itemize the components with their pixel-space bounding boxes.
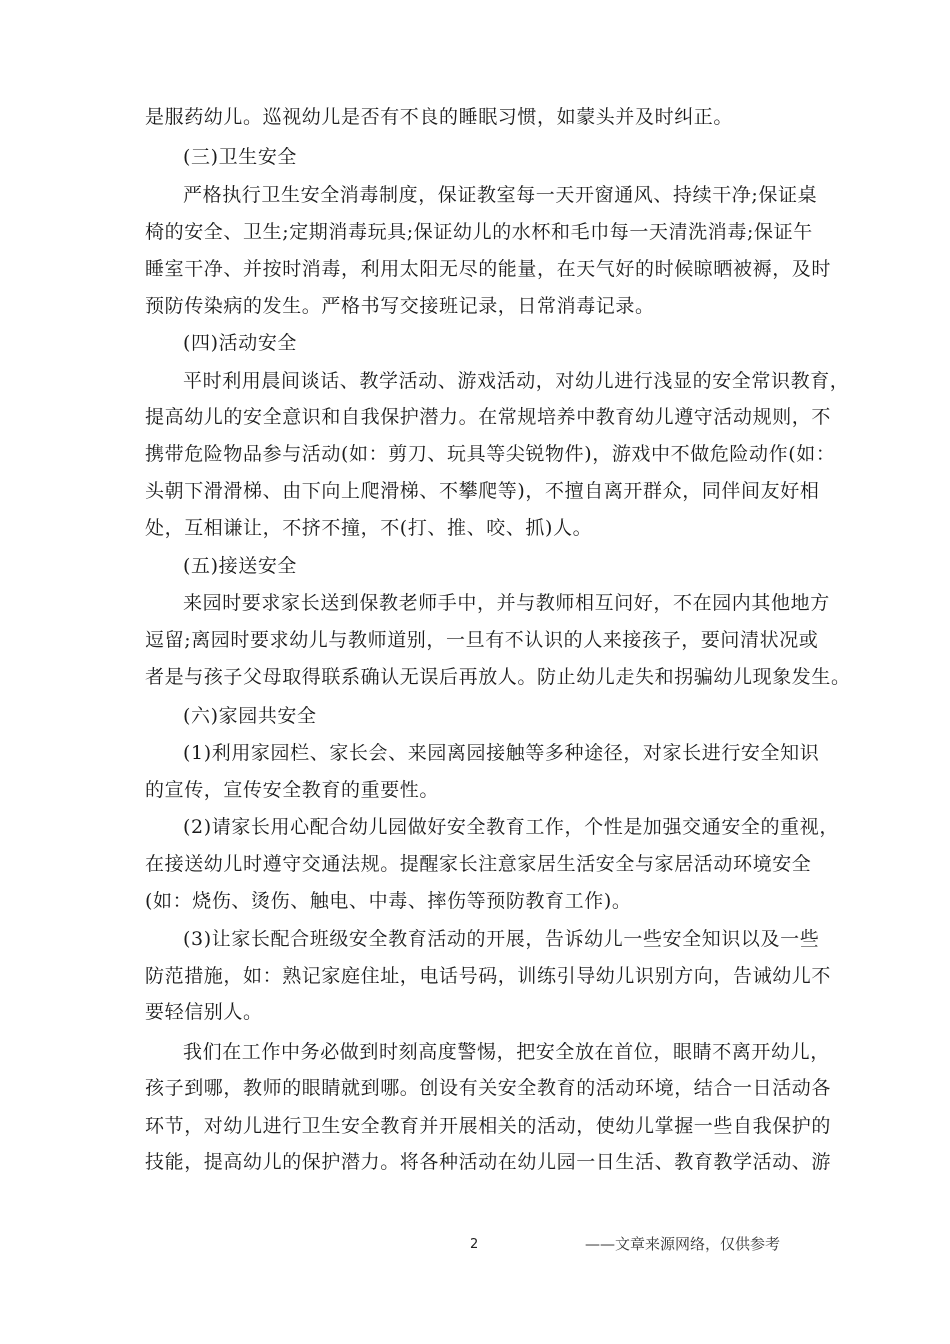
- text-line-16: 者是与孩子父母取得联系确认无误后再放人。防止幼儿走失和拐骗幼儿现象发生。: [145, 666, 851, 688]
- text-line-14: 来园时要求家长送到保教老师手中，并与教师相互问好，不在园内其他地方: [183, 592, 830, 614]
- text-line-23: (3)让家长配合班级安全教育活动的开展，告诉幼儿一些安全知识以及一些: [183, 928, 820, 950]
- page-number: 2: [470, 1237, 479, 1252]
- text-line-9: 提高幼儿的安全意识和自我保护潜力。在常规培养中教育幼儿遵守活动规则，不: [145, 406, 832, 428]
- text-line-12: 处，互相谦让，不挤不撞，不(打、推、咬、抓)人。: [145, 517, 593, 539]
- text-line-3: 严格执行卫生安全消毒制度，保证教室每一天开窗通风、持续干净;保证桌: [183, 184, 818, 206]
- text-line-20: (2)请家长用心配合幼儿园做好安全教育工作，个性是加强交通安全的重视，: [183, 816, 839, 838]
- text-line-10: 携带危险物品参与活动(如：剪刀、玩具等尖锐物件)，游戏中不做危险动作(如：: [145, 443, 836, 465]
- text-line-8: 平时利用晨间谈话、教学活动、游戏活动，对幼儿进行浅显的安全常识教育，: [183, 370, 850, 392]
- text-line-29: 技能，提高幼儿的保护潜力。将各种活动在幼儿园一日生活、教育教学活动、游: [145, 1151, 832, 1173]
- text-line-22: (如：烧伤、烫伤、触电、中毒、摔伤等预防教育工作)。: [145, 890, 632, 912]
- section-heading-4: (四)活动安全: [183, 332, 298, 354]
- text-line-11: 头朝下滑滑梯、由下向上爬滑梯、不攀爬等)，不擅自离开群众，同伴间友好相: [145, 480, 820, 502]
- text-line-21: 在接送幼儿时遵守交通法规。提醒家长注意家居生活安全与家居活动环境安全: [145, 853, 812, 875]
- text-line-25: 要轻信别人。: [145, 1001, 263, 1023]
- text-line-18: (1)利用家园栏、家长会、来园离园接触等多种途径，对家长进行安全知识: [183, 742, 820, 764]
- text-line-6: 预防传染病的发生。严格书写交接班记录，日常消毒记录。: [145, 295, 655, 317]
- text-line-26: 我们在工作中务必做到时刻高度警惕，把安全放在首位，眼睛不离开幼儿，: [183, 1041, 830, 1063]
- text-line-4: 椅的安全、卫生;定期消毒玩具;保证幼儿的水杯和毛巾每一天清洗消毒;保证午: [145, 221, 813, 243]
- text-line-1: 是服药幼儿。巡视幼儿是否有不良的睡眠习惯，如蒙头并及时纠正。: [145, 106, 734, 128]
- text-line-19: 的宣传，宣传安全教育的重要性。: [145, 779, 440, 801]
- section-heading-3: (三)卫生安全: [183, 146, 298, 168]
- text-line-15: 逗留;离园时要求幼儿与教师道别，一旦有不认识的人来接孩子，要问清状况或: [145, 629, 819, 651]
- text-line-27: 孩子到哪，教师的眼睛就到哪。创设有关安全教育的活动环境，结合一日活动各: [145, 1077, 832, 1099]
- text-line-24: 防范措施，如：熟记家庭住址，电话号码，训练引导幼儿识别方向，告诫幼儿不: [145, 965, 832, 987]
- section-heading-5: (五)接送安全: [183, 555, 298, 577]
- text-line-5: 睡室干净、并按时消毒，利用太阳无尽的能量，在天气好的时候晾晒被褥，及时: [145, 258, 832, 280]
- source-note: ——文章来源网络，仅供参考: [585, 1235, 781, 1253]
- section-heading-6: (六)家园共安全: [183, 705, 317, 727]
- text-line-28: 环节，对幼儿进行卫生安全教育并开展相关的活动，使幼儿掌握一些自我保护的: [145, 1115, 832, 1137]
